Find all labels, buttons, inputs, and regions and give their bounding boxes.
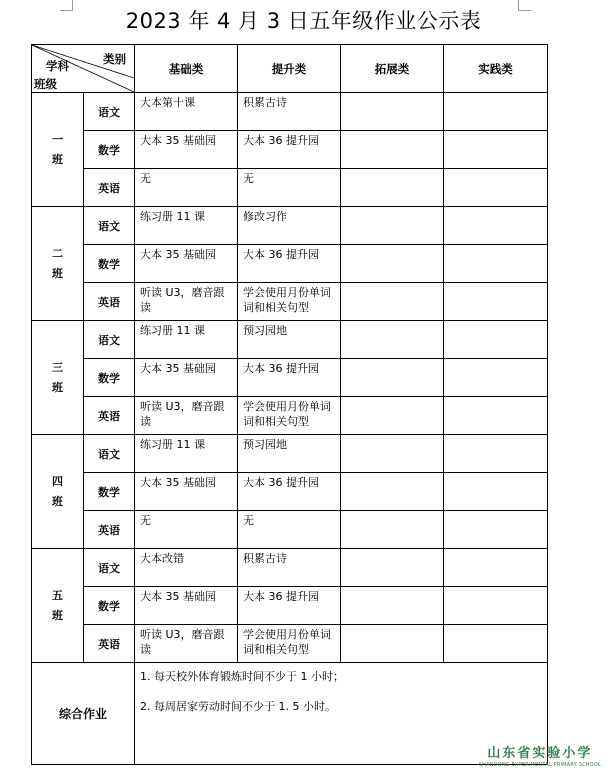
- column-header-practice: 实践类: [444, 45, 548, 93]
- improve-cell: 无: [238, 511, 341, 549]
- extend-cell: [341, 207, 444, 245]
- header-row: [32, 45, 548, 93]
- corner-subject-label: 学科: [46, 59, 69, 73]
- extend-cell: [341, 359, 444, 397]
- improve-cell: 预习园地: [238, 435, 341, 473]
- subject-cell: 数学: [84, 359, 135, 397]
- table-row: [32, 169, 548, 207]
- practice-cell: [444, 207, 548, 245]
- improve-cell: 积累古诗: [238, 93, 341, 131]
- practice-cell: [444, 435, 548, 473]
- corner-category-label: 类别: [103, 52, 126, 66]
- improve-cell: 大本 36 提升园: [238, 359, 341, 397]
- subject-cell: 英语: [84, 511, 135, 549]
- class-name-cell: [32, 207, 84, 321]
- subject-cell: 数学: [84, 131, 135, 169]
- column-header-improve: 提升类: [238, 45, 341, 93]
- basic-cell: 练习册 11 课: [135, 435, 238, 473]
- class-name-cell: [32, 321, 84, 435]
- class-name: 一 班: [52, 132, 63, 166]
- corner-class-label: 班级: [34, 77, 57, 91]
- improve-cell: 积累古诗: [238, 549, 341, 587]
- extend-cell: [341, 245, 444, 283]
- diagonal-header-cell: [32, 45, 135, 93]
- basic-cell: 大本 35 基础园: [135, 131, 238, 169]
- column-header-basic: 基础类: [135, 45, 238, 93]
- table-row: [32, 397, 548, 435]
- summary-row: [32, 663, 548, 765]
- school-logo-name: 山东省实验小学: [487, 746, 593, 761]
- basic-cell: 练习册 11 课: [135, 207, 238, 245]
- class-name: 三 班: [52, 360, 63, 394]
- improve-cell: 修改习作: [238, 207, 341, 245]
- school-logo: [479, 746, 601, 769]
- improve-cell: 预习园地: [238, 321, 341, 359]
- table-row: [32, 511, 548, 549]
- extend-cell: [341, 435, 444, 473]
- page-title: 2023 年 4 月 3 日五年级作业公示表: [125, 9, 482, 33]
- subject-cell: 数学: [84, 587, 135, 625]
- basic-cell: 大本 35 基础园: [135, 587, 238, 625]
- table-row: [32, 131, 548, 169]
- basic-cell: 大本改错: [135, 549, 238, 587]
- improve-cell: 学会使用月份单词词和相关句型: [238, 625, 341, 663]
- practice-cell: [444, 473, 548, 511]
- table-row: [32, 625, 548, 663]
- basic-cell: 无: [135, 511, 238, 549]
- table-row: [32, 587, 548, 625]
- subject-cell: 数学: [84, 473, 135, 511]
- improve-cell: 大本 36 提升园: [238, 473, 341, 511]
- practice-cell: [444, 283, 548, 321]
- table-row: [32, 283, 548, 321]
- subject-cell: 语文: [84, 435, 135, 473]
- table-row: [32, 549, 548, 587]
- extend-cell: [341, 587, 444, 625]
- improve-cell: 大本 36 提升园: [238, 587, 341, 625]
- extend-cell: [341, 321, 444, 359]
- extend-cell: [341, 93, 444, 131]
- class-name: 四 班: [52, 474, 63, 508]
- table-row: [32, 245, 548, 283]
- table-row: [32, 207, 548, 245]
- extend-cell: [341, 511, 444, 549]
- extend-cell: [341, 283, 444, 321]
- subject-cell: 英语: [84, 283, 135, 321]
- subject-cell: 语文: [84, 93, 135, 131]
- improve-cell: 学会使用月份单词词和相关句型: [238, 283, 341, 321]
- extend-cell: [341, 169, 444, 207]
- practice-cell: [444, 169, 548, 207]
- basic-cell: 大本 35 基础园: [135, 473, 238, 511]
- improve-cell: 学会使用月份单词词和相关句型: [238, 397, 341, 435]
- class-name-cell: [32, 435, 84, 549]
- subject-cell: 语文: [84, 207, 135, 245]
- basic-cell: 练习册 11 课: [135, 321, 238, 359]
- column-header-extend: 拓展类: [341, 45, 444, 93]
- homework-table: [31, 44, 548, 765]
- table-row: [32, 435, 548, 473]
- table-row: [32, 321, 548, 359]
- practice-cell: [444, 397, 548, 435]
- summary-label: 综合作业: [32, 663, 135, 765]
- class-name-cell: [32, 93, 84, 207]
- summary-note: 1. 每天校外体育锻炼时间不少于 1 小时；: [140, 670, 344, 683]
- practice-cell: [444, 245, 548, 283]
- subject-cell: 数学: [84, 245, 135, 283]
- extend-cell: [341, 397, 444, 435]
- subject-cell: 语文: [84, 549, 135, 587]
- basic-cell: 无: [135, 169, 238, 207]
- improve-cell: 无: [238, 169, 341, 207]
- class-name: 二 班: [52, 246, 63, 280]
- summary-note: 2. 每周居家劳动时间不少于 1. 5 小时。: [140, 700, 336, 713]
- basic-cell: 听读 U3，磨音跟读: [135, 283, 238, 321]
- extend-cell: [341, 131, 444, 169]
- extend-cell: [341, 549, 444, 587]
- basic-cell: 听读 U3，磨音跟读: [135, 625, 238, 663]
- school-logo-english: SHANDONG EXPERIMENTAL PRIMARY SCHOOL: [478, 762, 601, 768]
- practice-cell: [444, 359, 548, 397]
- subject-cell: 英语: [84, 169, 135, 207]
- practice-cell: [444, 549, 548, 587]
- table-row: [32, 359, 548, 397]
- class-name-cell: [32, 549, 84, 663]
- basic-cell: 大本 35 基础园: [135, 245, 238, 283]
- extend-cell: [341, 625, 444, 663]
- improve-cell: 大本 36 提升园: [238, 245, 341, 283]
- improve-cell: 大本 36 提升园: [238, 131, 341, 169]
- class-name: 五 班: [52, 588, 63, 622]
- practice-cell: [444, 625, 548, 663]
- basic-cell: 大本第十课: [135, 93, 238, 131]
- practice-cell: [444, 587, 548, 625]
- practice-cell: [444, 131, 548, 169]
- subject-cell: 英语: [84, 625, 135, 663]
- subject-cell: 语文: [84, 321, 135, 359]
- extend-cell: [341, 473, 444, 511]
- table-row: [32, 93, 548, 131]
- practice-cell: [444, 93, 548, 131]
- basic-cell: 大本 35 基础园: [135, 359, 238, 397]
- basic-cell: 听读 U3，磨音跟读: [135, 397, 238, 435]
- subject-cell: 英语: [84, 397, 135, 435]
- practice-cell: [444, 511, 548, 549]
- table-row: [32, 473, 548, 511]
- practice-cell: [444, 321, 548, 359]
